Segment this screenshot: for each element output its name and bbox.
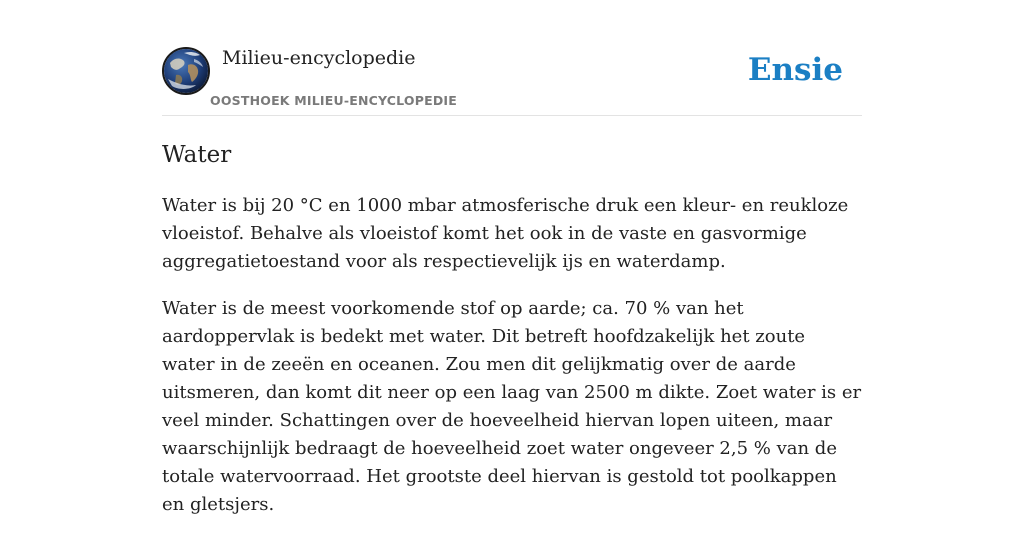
earth-globe-icon[interactable] (162, 47, 210, 95)
site-subtitle[interactable]: OOSTHOEK MILIEU-ENCYCLOPEDIE (210, 93, 457, 108)
paragraph: Water is bij 20 °C en 1000 mbar atmosferische druk een kleur- en reukloze vloeistof. Behalve als vloeistof komt het ook in de vaste en gasvormige aggregatietoestand voor als respectievelijk ijs en waterdamp. (162, 195, 849, 272)
paragraph: Water is de meest voorkomende stof op aarde; ca. 70 % van het aardoppervlak is bedekt met water. Dit betreft hoofdzakelijk het zoute water in de zeeën en oceanen. Zou men dit gelijkmatig over de aarde uitsmeren, dan komt dit neer op een laag van 2500 m dikte. Zoet water is er veel minder. Schattingen over de hoeveelheid hiervan lopen uiteen, maar waarschijnlijk bedraagt de hoeveelheid zoet water ongeveer 2,5 % van de totale watervoorraad. Het grootste deel hiervan is gestold tot poolkappen en gletsjers. (162, 298, 862, 515)
brand-logo[interactable]: Ensie (747, 52, 843, 88)
article-body (162, 192, 862, 538)
site-name[interactable]: Milieu-encyclopedie (222, 47, 416, 69)
article-title: Water (162, 142, 232, 168)
page (162, 0, 862, 515)
site-header (162, 0, 862, 116)
